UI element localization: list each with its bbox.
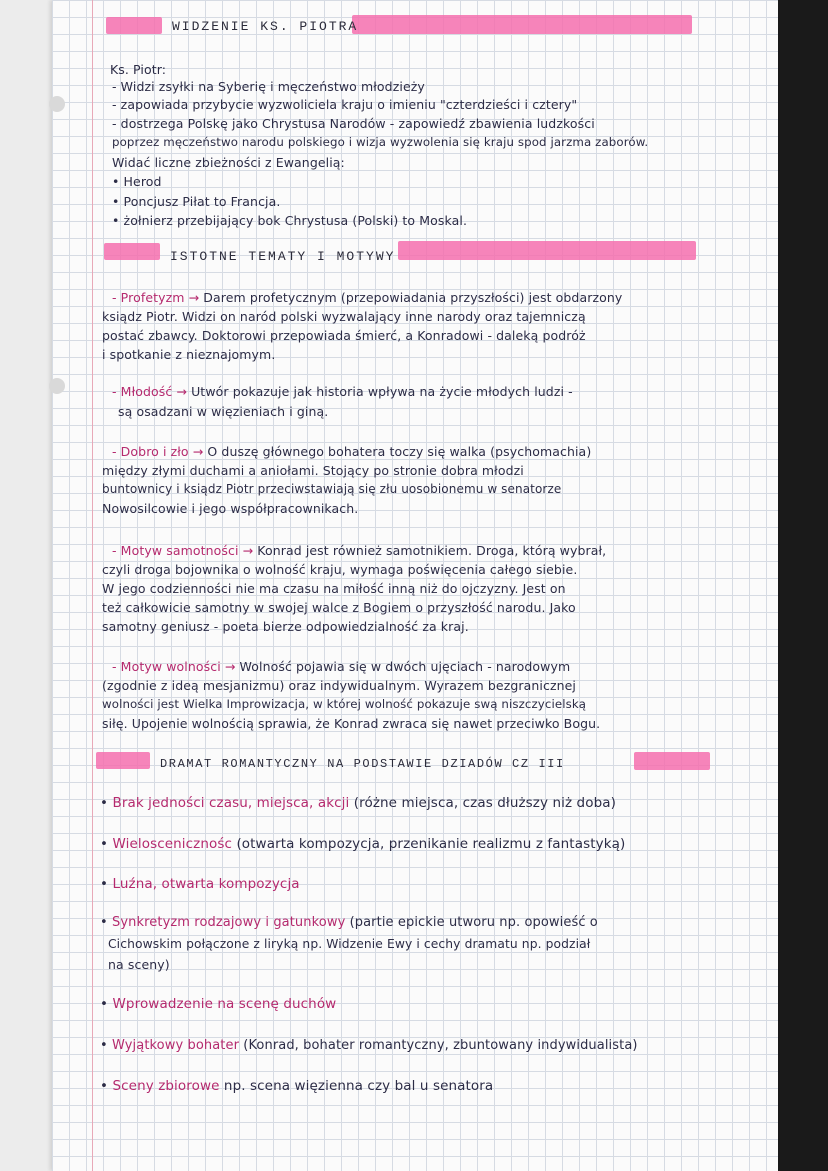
item-term: Sceny zbiorowe bbox=[112, 1078, 220, 1094]
heading-highlight bbox=[96, 752, 150, 769]
text-line: siłę. Upojenie wolnością sprawia, że Konrad zwraca się nawet przeciwko Bogu. bbox=[102, 716, 601, 731]
text-line: między złymi duchami a aniołami. Stojący po stronie dobra młodzi bbox=[102, 463, 524, 478]
punch-hole bbox=[49, 96, 65, 112]
heading-highlight bbox=[104, 243, 160, 260]
text-line: poprzez męczeństwo narodu polskiego i wizja wyzwolenia się kraju spod jarzma zaborów. bbox=[112, 135, 649, 149]
text-line: • żołnierz przebijający bok Chrystusa (Polski) to Moskal. bbox=[112, 213, 468, 228]
text-line: czyli droga bojownika o wolność kraju, wymaga poświęcenia całego siebie. bbox=[102, 562, 578, 577]
background-left bbox=[0, 0, 60, 1171]
term-profetyzm: - Profetyzm → bbox=[112, 290, 200, 305]
text-line: Ks. Piotr: bbox=[110, 62, 167, 77]
text-line: i spotkanie z nieznajomym. bbox=[102, 347, 276, 362]
text-line: Cichowskim połączone z liryką np. Widzenie Ewy i cechy dramatu np. podział bbox=[108, 937, 591, 951]
text-line: buntownicy i ksiądz Piotr przeciwstawiają się złu uosobionemu w senatorze bbox=[102, 482, 562, 496]
heading-highlight bbox=[634, 752, 710, 770]
item-term: Wyjątkowy bohater bbox=[112, 1038, 240, 1053]
term-samotnosc: - Motyw samotności → bbox=[112, 543, 254, 558]
text-line: (zgodnie z ideą mesjanizmu) oraz indywidualnym. Wyrazem bezgranicznej bbox=[102, 678, 577, 693]
item-term: Wprowadzenie na scenę duchów bbox=[112, 996, 337, 1012]
text-line: - Widzi zsyłki na Syberię i męczeństwo młodzieży bbox=[112, 79, 425, 94]
margin-line bbox=[92, 0, 93, 1171]
item-rest: (różne miejsca, czas dłuższy niż doba) bbox=[349, 795, 616, 811]
text-line: wolności jest Wielka Improwizacja, w której wolność pokazuje swą niszczycielską bbox=[102, 697, 587, 711]
text-line: Nowosilcowie i jego współpracownikach. bbox=[102, 501, 359, 516]
background-right bbox=[772, 0, 828, 1171]
heading-highlight bbox=[398, 241, 696, 260]
text-line: - dostrzega Polskę jako Chrystusa Narodów - zapowiedź zbawienia ludzkości bbox=[112, 116, 595, 131]
item-term: Luźna, otwarta kompozycja bbox=[112, 876, 300, 892]
text-line: W jego codzienności nie ma czasu na miłość inną niż do ojczyzny. Jest on bbox=[102, 581, 566, 596]
item-rest: (otwarta kompozycja, przenikanie realizmu z fantastyką) bbox=[232, 836, 626, 852]
text-line: ksiądz Piotr. Widzi on naród polski wyzwalający inne narody oraz tajemniczą bbox=[102, 309, 586, 324]
text-line: są osadzani w więzieniach i giną. bbox=[118, 404, 329, 419]
item-term: Brak jedności czasu, miejsca, akcji bbox=[112, 795, 350, 811]
text-line: Darem profetycznym (przepowiadania przyszłości) jest obdarzony bbox=[203, 290, 623, 305]
text-line: Wolność pojawia się w dwóch ujęciach - narodowym bbox=[239, 659, 571, 674]
term-dobro-i-zlo: - Dobro i zło → bbox=[112, 444, 204, 459]
text-line: też całkowicie samotny w swojej walce z Bogiem o przyszłość narodu. Jako bbox=[102, 600, 576, 615]
text-line: • Poncjusz Piłat to Francja. bbox=[112, 194, 281, 209]
item-rest: (partie epickie utworu np. opowieść o bbox=[345, 915, 598, 930]
item-rest: np. scena więzienna czy bal u senatora bbox=[219, 1078, 494, 1094]
text-line: - zapowiada przybycie wyzwoliciela kraju o imieniu "czterdzieści i cztery" bbox=[112, 97, 578, 112]
heading-highlight bbox=[352, 15, 692, 34]
text-line: samotny geniusz - poeta bierze odpowiedzialność za kraj. bbox=[102, 619, 469, 634]
section-heading-widzenie: WIDZENIE KS. PIOTRA bbox=[172, 19, 359, 34]
text-line: Konrad jest również samotnikiem. Droga, którą wybrał, bbox=[257, 543, 607, 558]
section-heading-tematy: ISTOTNE TEMATY I MOTYWY bbox=[170, 249, 396, 264]
text-line: postać zbawcy. Doktorowi przepowiada śmierć, a Konradowi - daleką podróż bbox=[102, 328, 586, 343]
punch-hole bbox=[49, 378, 65, 394]
text-line: na sceny) bbox=[108, 957, 170, 972]
term-wolnosc: - Motyw wolności → bbox=[112, 659, 236, 674]
item-term: Synkretyzm rodzajowy i gatunkowy bbox=[112, 915, 346, 930]
text-line: Utwór pokazuje jak historia wpływa na życie młodych ludzi - bbox=[191, 384, 573, 399]
item-rest: (Konrad, bohater romantyczny, zbuntowany indywidualista) bbox=[239, 1038, 638, 1053]
section-heading-dramat: DRAMAT ROMANTYCZNY NA PODSTAWIE DZIADÓW CZ III bbox=[160, 757, 565, 771]
term-mlodosc: - Młodość → bbox=[112, 384, 187, 399]
heading-highlight bbox=[106, 17, 162, 34]
text-line: O duszę głównego bohatera toczy się walka (psychomachia) bbox=[207, 444, 592, 459]
text-line: • Herod bbox=[112, 174, 162, 189]
text-line: Widać liczne zbieżności z Ewangelią: bbox=[112, 155, 345, 170]
item-term: Wieloscenicznośc bbox=[112, 836, 233, 852]
